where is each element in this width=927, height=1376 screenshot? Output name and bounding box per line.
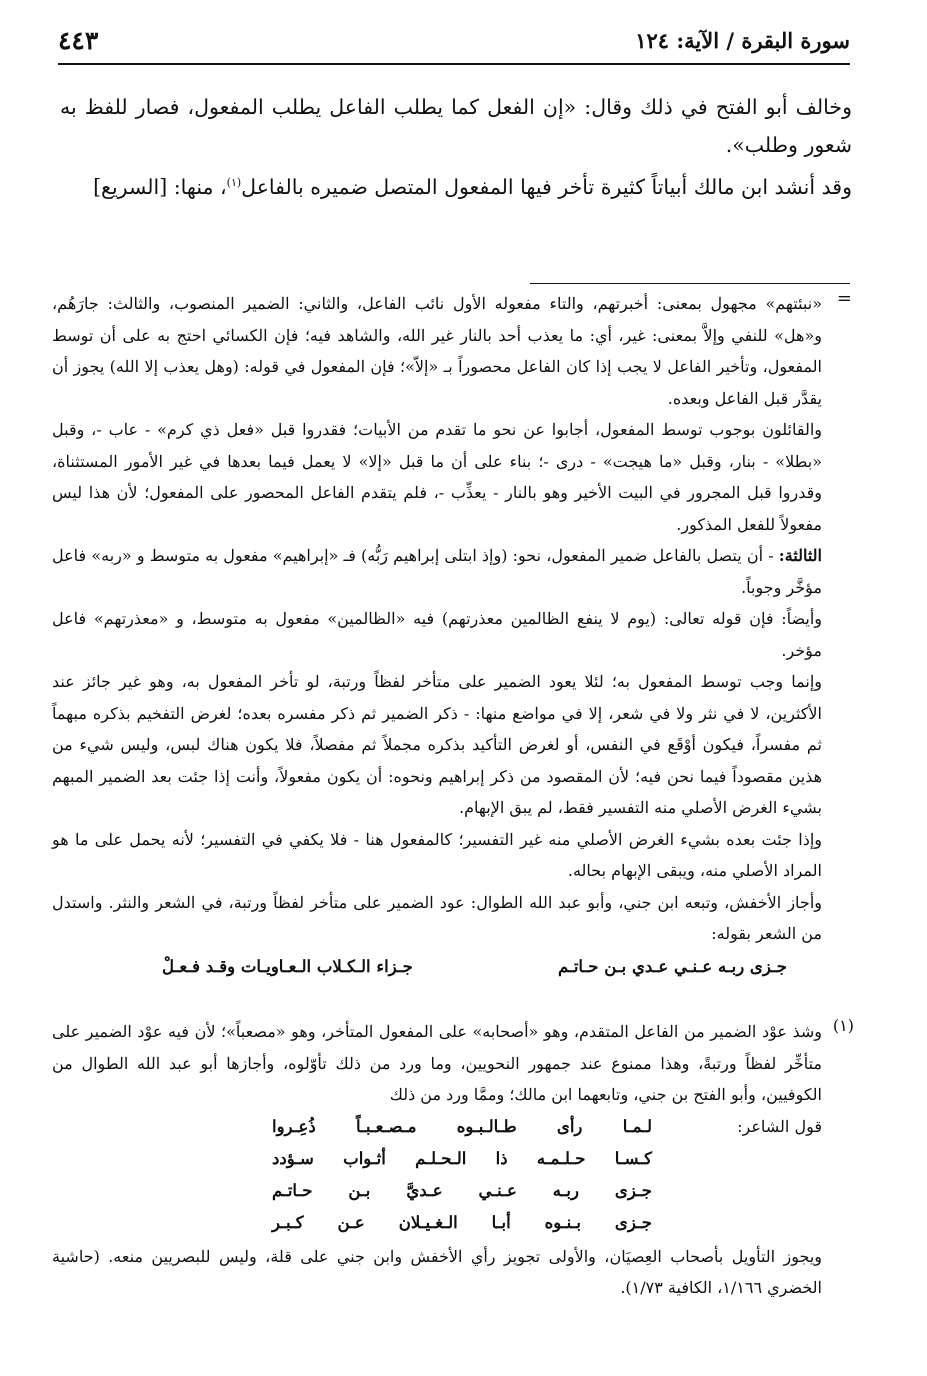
main-p1-line1: وخالف أبو الفتح في ذلك وقال: «إن الفعل كما يطلب الفاعل يطلب المفعول، (187, 95, 852, 119)
footnote-para-3 (52, 540, 822, 603)
footnote-para-1: «نبئتهم» مجهول بمعنى: أخبرتهم، والتاء مفعوله الأول نائب الفاعل، والثاني: الضمير المنصوب، والثالث: جارَهُم، و«هل» للنفي وإلاَّ بمعنى: غير، أي: ما يعذب أحد بالنار غير الله، والشاهد فيه؛ فإن الكسائي احتج به على أن توسط المفعول، وتأخير الفاعل لا يجب إذا كان الفاعل محصوراً بـ «إلاّ»؛ فإن المفعول في قوله: (وهل يعذب إلا الله) يجوز أن يقدَّر قبل الفاعل وبعده. (52, 294, 823, 408)
footnote-para-2: والقائلون بوجوب توسط المفعول، أجابوا عن نحو ما تقدم من الأبيات؛ فقدروا قبل «فعل ذي كرم» - عاب -، وقبل «بطلا» - بنار، وقبل «ما هيجت» - درى -؛ بناء على أن ما قبل «إلا» لا يعمل فيما بعدها في غير الأمور المستثناة، وقدروا قبل المجرور في البيت الأخير وهو بالنار - يعذِّب -، فلم يتقدم الفاعل المحصور على المفعول؛ لأن هذا ليس مفعولاً للفعل المذكور. (52, 420, 823, 534)
footnote-label-third: الثالثة: (778, 546, 822, 565)
poetry-verse (52, 950, 822, 984)
footnote-para-3-text: - أن يتصل بالفاعل ضمير المفعول، نحو: (وإذ ابتلى إبراهيم رَبُّه) فـ «إبراهيم» مفعول به متوسط و «ربه» فاعل مؤخَّر وجوباً. (52, 546, 822, 597)
verse-line: جـزى بـنـوه أبـا الـغـيـلان عـن كـبـر (272, 1212, 652, 1232)
continuation-mark: = (836, 288, 852, 309)
verse-line: جـزى ربـه عـنـي عـديَّ بـن حـاتـم (272, 1180, 652, 1200)
verse-block (52, 1111, 822, 1241)
verse-hemistich-left: جـزاء الـكـلاب الـعـاويـات وقـد فـعـلْ (162, 956, 413, 976)
footnote-1-text: وشذ عوْد الضمير من الفاعل المتقدم، وهو «أصحابه» على المفعول المتأخر، وهو «مصعباً»؛ لأن فيه عوْد الضمير على متأخِّر لفظاً ورتبةً، وهذا ممنوع عند جمهور النحويين، وما ورد من ذلك تأوّلوه، وأجازها أبو عبد الله الطوال من الكوفيين، وأبو الفتح بن جني، وتابعهما ابن مالك؛ وممَّا ورد من ذلك (52, 1022, 822, 1104)
verse-line: لـمـا رأى طـالـبـوه مـصـعـبـاً ذُعِـروا (272, 1116, 652, 1136)
footnote-1-closing: ويجوز التأويل بأصحاب العِصيَان، والأولى تجويز رأي الأخفش وابن جني على قلة، وليس للبصريين منعه. (حاشية الخضري ١/١٦٦، الكافية ١/٧٣). (52, 1246, 822, 1297)
verse-line: كـسـا حـلـمـه ذا الـحـلـم أثـواب سـؤدد (272, 1148, 652, 1168)
header-rule (58, 63, 850, 65)
footnote-para-5: وإنما وجب توسط المفعول به؛ لئلا يعود الضمير على متأخر لفظاً ورتبة، لو تأخر المفعول به، وهو غير جائز عند الأكثرين، لا في نثر ولا في شعر، إلا في مواضع منها: - ذكر الضمير ثم ذكر مفسره بعده؛ لغرض التفخيم بذكره مبهماً ثم مفسراً، فيكون أوْقَع في النفس، أو لغرض التأكيد بذكره مجملاً ثم مفصلاً، فلا يكون هناك لبس، وليس شيء من هذين مقصوداً فيما نحن فيه؛ لأن المقصود من ذكر إبراهيم ونحوه: أن يكون مفعولاً، وأنت إذا جئت بعد الضمير المبهم بشيء الغرض الأصلي منه التفسير فقط، لم يبق الإبهام. (52, 672, 823, 817)
footnote-para-6: وإذا جئت بعده بشيء الغرض الأصلي منه غير التفسير؛ كالمفعول هنا - فلا يكفي في التفسير؛ لأنه يحمل على ما هو المراد الأصلي منه، ويبقى الإبهام بحاله. (52, 829, 822, 880)
verse-intro: قول الشاعر: (737, 1116, 822, 1136)
footnote-para-4: وأيضاً: فإن قوله تعالى: (يوم لا ينفع الظالمين معذرتهم) فيه «الظالمين» مفعول به متوسط، و «معذرتهم» فاعل مؤخر. (52, 609, 822, 660)
footnote-number: (١) (832, 1016, 854, 1035)
main-p2-line1: وقد أنشد ابن مالك أبياتاً كثيرة تأخر فيها المفعول المتصل ضميره بالفاعل (241, 175, 852, 199)
footnote-ref[interactable]: (١) (226, 176, 242, 190)
main-paragraph-1 (60, 88, 852, 164)
footnotes-continued (52, 288, 852, 984)
main-p2-line2: منها: [السريع] (93, 175, 214, 199)
main-p1-line2: فصار للفظ به شعور وطلب». (60, 95, 852, 157)
footnote-1 (52, 1016, 854, 1304)
main-paragraph-2 (60, 168, 852, 206)
footnote-para-7: وأجاز الأخفش، وتبعه ابن جني، وأبو عبد الله الطوال: عود الضمير على متأخر لفظاً ورتبة، في الشعر والنثر. واستدل من الشعر بقوله: (52, 892, 822, 943)
footnote-separator (530, 283, 850, 284)
main-text (60, 88, 852, 206)
verse-hemistich-right: جـزى ربـه عـنـي عـدي بـن حـاتـم (558, 956, 787, 976)
page-header (58, 28, 850, 62)
page-number: ٤٤٣ (58, 26, 99, 55)
running-title: سورة البقرة / الآية: ١٢٤ (635, 28, 850, 53)
main-p2-comma: ، (220, 175, 227, 199)
